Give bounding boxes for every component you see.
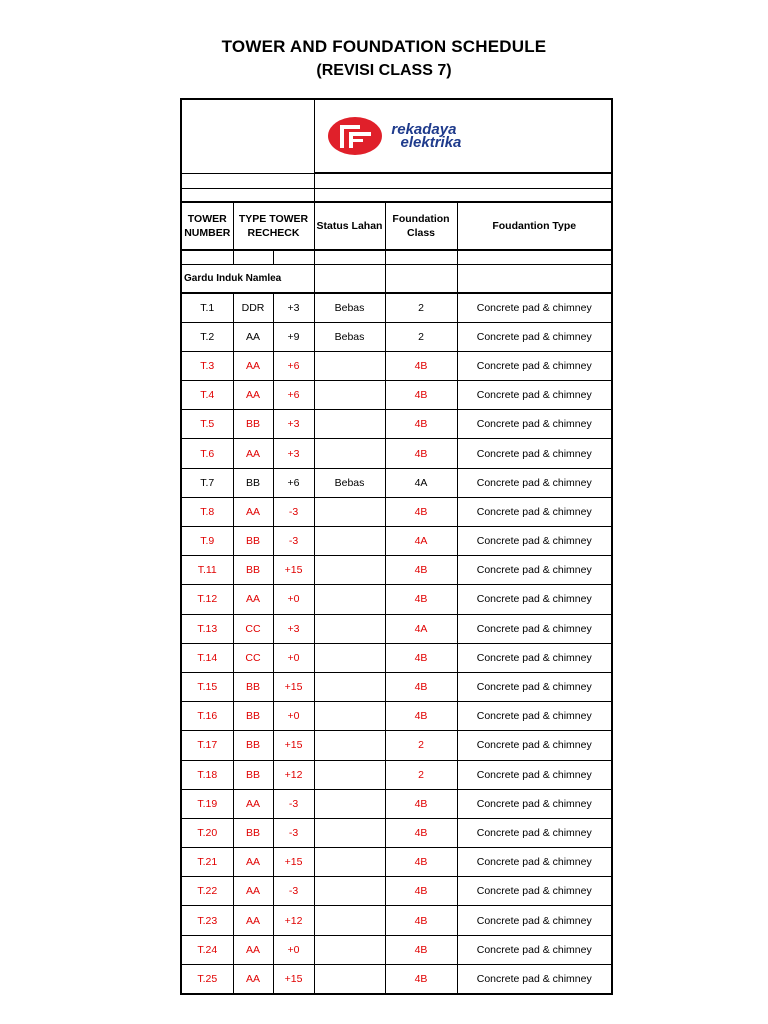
foundation-type-cell: Concrete pad & chimney <box>457 293 612 322</box>
foundation-type-cell: Concrete pad & chimney <box>457 351 612 380</box>
status-lahan-cell <box>314 702 385 731</box>
extension-cell: +0 <box>273 935 314 964</box>
tower-type-cell: BB <box>233 672 273 701</box>
extension-cell: +0 <box>273 585 314 614</box>
tower-type-cell: BB <box>233 556 273 585</box>
extension-cell: -3 <box>273 818 314 847</box>
tower-type-cell: AA <box>233 906 273 935</box>
foundation-type-cell: Concrete pad & chimney <box>457 848 612 877</box>
tower-type-cell: AA <box>233 381 273 410</box>
foundation-class-cell: 4B <box>385 818 457 847</box>
foundation-type-cell: Concrete pad & chimney <box>457 585 612 614</box>
status-lahan-cell <box>314 789 385 818</box>
tower-number-cell: T.11 <box>181 556 233 585</box>
foundation-type-cell: Concrete pad & chimney <box>457 410 612 439</box>
table-row <box>181 672 612 701</box>
extension-cell: +6 <box>273 468 314 497</box>
foundation-class-cell: 4B <box>385 439 457 468</box>
table-row <box>181 818 612 847</box>
extension-cell: +15 <box>273 672 314 701</box>
spacer-cell <box>181 188 314 202</box>
tower-number-cell: T.24 <box>181 935 233 964</box>
header-tower-number: TOWER NUMBER <box>181 202 233 250</box>
tower-number-cell: T.14 <box>181 643 233 672</box>
extension-cell: +3 <box>273 293 314 322</box>
extension-cell: +12 <box>273 760 314 789</box>
status-lahan-cell <box>314 643 385 672</box>
status-lahan-cell <box>314 760 385 789</box>
foundation-class-cell: 2 <box>385 322 457 351</box>
logo-cell <box>314 99 612 173</box>
foundation-class-cell: 2 <box>385 293 457 322</box>
extension-cell: -3 <box>273 497 314 526</box>
foundation-class-cell: 4B <box>385 789 457 818</box>
foundation-type-cell: Concrete pad & chimney <box>457 527 612 556</box>
document-title: TOWER AND FOUNDATION SCHEDULE <box>221 37 547 56</box>
status-lahan-cell <box>314 497 385 526</box>
foundation-type-cell: Concrete pad & chimney <box>457 906 612 935</box>
extension-cell: +6 <box>273 351 314 380</box>
spacer-cell <box>457 250 612 264</box>
header-status-lahan: Status Lahan <box>314 202 385 250</box>
tower-number-cell: T.6 <box>181 439 233 468</box>
tower-type-cell: BB <box>233 731 273 760</box>
table-row <box>181 497 612 526</box>
extension-cell: -3 <box>273 877 314 906</box>
table-row <box>181 439 612 468</box>
status-lahan-cell <box>314 818 385 847</box>
table-row <box>181 556 612 585</box>
table-row <box>181 643 612 672</box>
foundation-type-cell: Concrete pad & chimney <box>457 556 612 585</box>
status-lahan-cell <box>314 935 385 964</box>
header-type-tower: TYPE TOWER RECHECK <box>233 202 314 250</box>
foundation-type-cell: Concrete pad & chimney <box>457 760 612 789</box>
foundation-type-cell: Concrete pad & chimney <box>457 439 612 468</box>
status-lahan-cell <box>314 351 385 380</box>
header-foundation-class: Foundation Class <box>385 202 457 250</box>
table-row <box>181 614 612 643</box>
foundation-class-cell: 4B <box>385 410 457 439</box>
column-header-row <box>181 202 612 250</box>
foundation-class-cell: 4B <box>385 848 457 877</box>
logo-row <box>181 99 612 173</box>
foundation-type-cell: Concrete pad & chimney <box>457 322 612 351</box>
station-name: Gardu Induk Namlea <box>181 264 314 293</box>
table-row <box>181 585 612 614</box>
status-lahan-cell <box>314 877 385 906</box>
status-lahan-cell <box>314 848 385 877</box>
foundation-class-cell: 4B <box>385 643 457 672</box>
foundation-class-cell: 4B <box>385 702 457 731</box>
tower-type-cell: AA <box>233 439 273 468</box>
foundation-type-cell: Concrete pad & chimney <box>457 818 612 847</box>
extension-cell: -3 <box>273 527 314 556</box>
extension-cell: +12 <box>273 906 314 935</box>
table-row <box>181 935 612 964</box>
foundation-class-cell: 4B <box>385 877 457 906</box>
tower-type-cell: AA <box>233 322 273 351</box>
table-row <box>181 381 612 410</box>
logo-line-1: rekadaya <box>391 121 457 138</box>
tower-type-cell: BB <box>233 527 273 556</box>
tower-number-cell: T.9 <box>181 527 233 556</box>
spacer-cell <box>314 173 612 188</box>
spacer-cell <box>385 250 457 264</box>
foundation-class-cell: 2 <box>385 760 457 789</box>
tower-type-cell: BB <box>233 760 273 789</box>
table-row <box>181 964 612 993</box>
tower-type-cell: AA <box>233 964 273 993</box>
extension-cell: -3 <box>273 789 314 818</box>
tower-number-cell: T.15 <box>181 672 233 701</box>
foundation-type-cell: Concrete pad & chimney <box>457 731 612 760</box>
foundation-type-cell: Concrete pad & chimney <box>457 877 612 906</box>
spacer-row <box>181 188 612 202</box>
extension-cell: +3 <box>273 439 314 468</box>
spacer-cell <box>181 173 314 188</box>
status-lahan-cell <box>314 527 385 556</box>
station-blank-cell <box>314 264 385 293</box>
tower-number-cell: T.7 <box>181 468 233 497</box>
tower-type-cell: CC <box>233 643 273 672</box>
tower-number-cell: T.8 <box>181 497 233 526</box>
tower-type-cell: BB <box>233 468 273 497</box>
foundation-class-cell: 4B <box>385 381 457 410</box>
foundation-class-cell: 4B <box>385 497 457 526</box>
table-row <box>181 877 612 906</box>
table-row <box>181 351 612 380</box>
tower-type-cell: AA <box>233 585 273 614</box>
header-foundation-type: Foudantion Type <box>457 202 612 250</box>
status-lahan-cell <box>314 556 385 585</box>
tower-number-cell: T.2 <box>181 322 233 351</box>
tower-number-cell: T.22 <box>181 877 233 906</box>
tower-number-cell: T.4 <box>181 381 233 410</box>
logo-wordmark <box>387 123 462 149</box>
extension-cell: +3 <box>273 410 314 439</box>
tower-number-cell: T.23 <box>181 906 233 935</box>
tower-type-cell: BB <box>233 410 273 439</box>
status-lahan-cell <box>314 585 385 614</box>
status-lahan-cell: Bebas <box>314 468 385 497</box>
schedule-table <box>180 98 613 995</box>
company-logo <box>327 116 462 156</box>
foundation-class-cell: 4A <box>385 468 457 497</box>
extension-cell: +9 <box>273 322 314 351</box>
foundation-type-cell: Concrete pad & chimney <box>457 672 612 701</box>
station-blank-cell <box>457 264 612 293</box>
spacer-row <box>181 250 612 264</box>
status-lahan-cell: Bebas <box>314 293 385 322</box>
foundation-class-cell: 4A <box>385 527 457 556</box>
foundation-class-cell: 4B <box>385 351 457 380</box>
table-row <box>181 702 612 731</box>
extension-cell: +15 <box>273 848 314 877</box>
table-row <box>181 527 612 556</box>
spacer-cell <box>181 250 233 264</box>
extension-cell: +3 <box>273 614 314 643</box>
foundation-class-cell: 4A <box>385 614 457 643</box>
spacer-cell <box>233 250 273 264</box>
tower-type-cell: AA <box>233 497 273 526</box>
foundation-class-cell: 4B <box>385 672 457 701</box>
status-lahan-cell <box>314 731 385 760</box>
tower-number-cell: T.12 <box>181 585 233 614</box>
tower-type-cell: AA <box>233 935 273 964</box>
foundation-type-cell: Concrete pad & chimney <box>457 964 612 993</box>
table-row <box>181 468 612 497</box>
extension-cell: +15 <box>273 964 314 993</box>
tower-type-cell: BB <box>233 818 273 847</box>
tower-type-cell: AA <box>233 789 273 818</box>
status-lahan-cell <box>314 614 385 643</box>
foundation-type-cell: Concrete pad & chimney <box>457 468 612 497</box>
tower-number-cell: T.17 <box>181 731 233 760</box>
tower-number-cell: T.3 <box>181 351 233 380</box>
table-row <box>181 789 612 818</box>
tower-type-cell: BB <box>233 702 273 731</box>
status-lahan-cell: Bebas <box>314 322 385 351</box>
tower-type-cell: AA <box>233 848 273 877</box>
tower-number-cell: T.19 <box>181 789 233 818</box>
foundation-type-cell: Concrete pad & chimney <box>457 614 612 643</box>
extension-cell: +0 <box>273 643 314 672</box>
status-lahan-cell <box>314 672 385 701</box>
tower-number-cell: T.5 <box>181 410 233 439</box>
spacer-row <box>181 173 612 188</box>
foundation-class-cell: 4B <box>385 556 457 585</box>
tower-type-cell: AA <box>233 351 273 380</box>
status-lahan-cell <box>314 381 385 410</box>
extension-cell: +15 <box>273 731 314 760</box>
status-lahan-cell <box>314 410 385 439</box>
foundation-class-cell: 2 <box>385 731 457 760</box>
status-lahan-cell <box>314 439 385 468</box>
tower-number-cell: T.18 <box>181 760 233 789</box>
tower-type-cell: AA <box>233 877 273 906</box>
foundation-type-cell: Concrete pad & chimney <box>457 643 612 672</box>
table-row <box>181 731 612 760</box>
foundation-class-cell: 4B <box>385 906 457 935</box>
table-row <box>181 848 612 877</box>
foundation-class-cell: 4B <box>385 964 457 993</box>
foundation-type-cell: Concrete pad & chimney <box>457 702 612 731</box>
table-row <box>181 906 612 935</box>
foundation-type-cell: Concrete pad & chimney <box>457 935 612 964</box>
foundation-type-cell: Concrete pad & chimney <box>457 789 612 818</box>
spacer-cell <box>314 188 612 202</box>
spacer-cell <box>314 250 385 264</box>
document-subtitle: (REVISI CLASS 7) <box>316 62 452 79</box>
table-row <box>181 760 612 789</box>
tower-number-cell: T.25 <box>181 964 233 993</box>
logo-line-2: elektrika <box>400 134 462 151</box>
tower-type-cell: CC <box>233 614 273 643</box>
station-blank-cell <box>385 264 457 293</box>
station-row <box>181 264 612 293</box>
foundation-type-cell: Concrete pad & chimney <box>457 497 612 526</box>
tower-number-cell: T.13 <box>181 614 233 643</box>
table-row <box>181 293 612 322</box>
tower-number-cell: T.1 <box>181 293 233 322</box>
tower-number-cell: T.21 <box>181 848 233 877</box>
spacer-cell <box>273 250 314 264</box>
table-row <box>181 410 612 439</box>
blank-header-cell <box>181 99 314 173</box>
foundation-type-cell: Concrete pad & chimney <box>457 381 612 410</box>
rekadaya-logo-icon <box>327 116 383 156</box>
tower-number-cell: T.20 <box>181 818 233 847</box>
status-lahan-cell <box>314 964 385 993</box>
extension-cell: +6 <box>273 381 314 410</box>
status-lahan-cell <box>314 906 385 935</box>
extension-cell: +0 <box>273 702 314 731</box>
table-row <box>181 322 612 351</box>
foundation-class-cell: 4B <box>385 585 457 614</box>
tower-number-cell: T.16 <box>181 702 233 731</box>
tower-type-cell: DDR <box>233 293 273 322</box>
foundation-class-cell: 4B <box>385 935 457 964</box>
extension-cell: +15 <box>273 556 314 585</box>
